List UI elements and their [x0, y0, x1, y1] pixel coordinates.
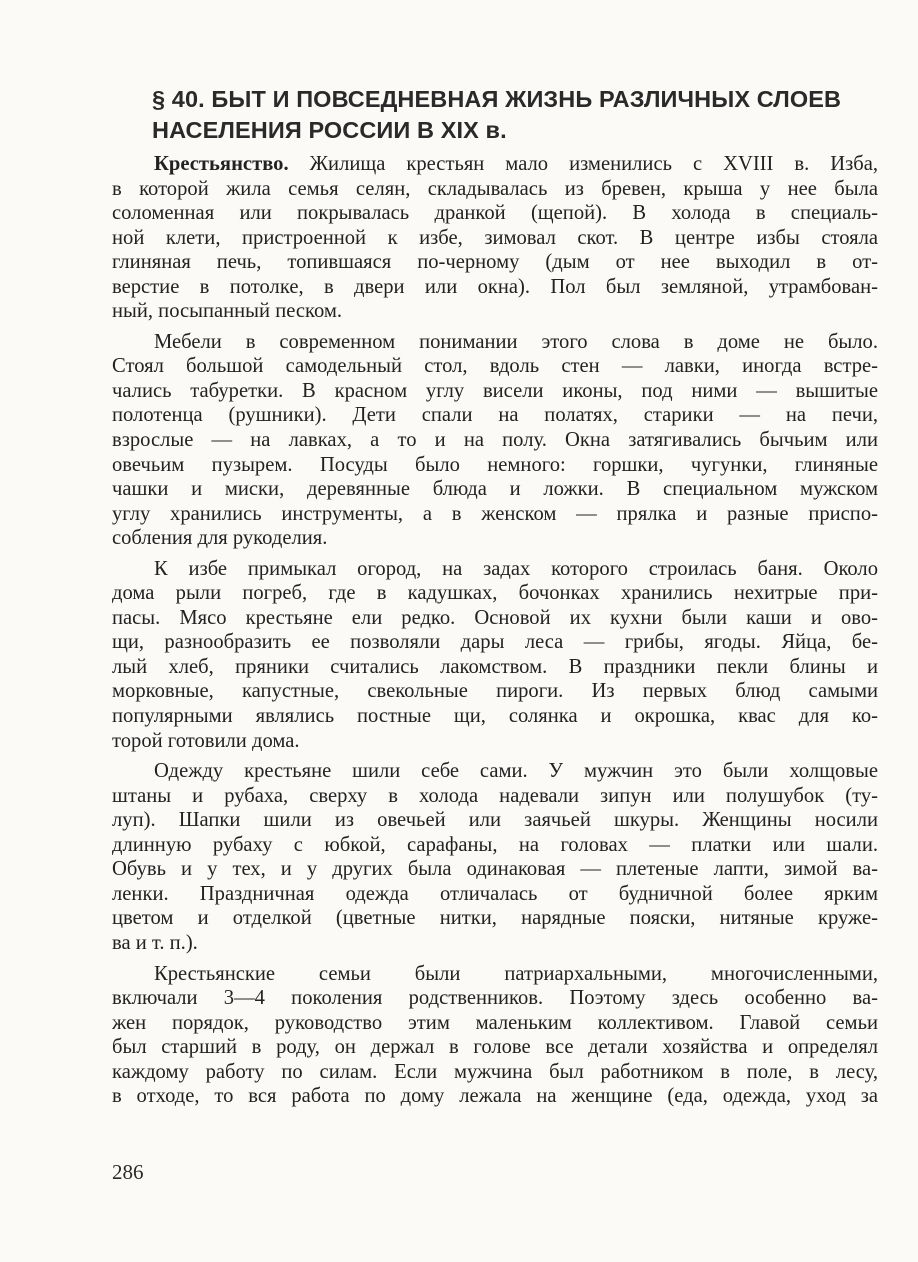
text-line: включали 3—4 поколения родственников. Поэтому здесь особенно ва- — [112, 987, 878, 1010]
heading-line: НАСЕЛЕНИЯ РОССИИ В XIX в. — [152, 117, 507, 143]
text-line: собления для рукоделия. — [112, 527, 328, 550]
text-line: чались табуретки. В красном углу висели иконы, под ними — вышитые — [112, 379, 878, 402]
text-line: длинную рубаху с юбкой, сарафаны, на головах — платки или шали. — [112, 833, 878, 856]
text-line: глиняная печь, топившаяся по-черному (дым от нее выходил в от- — [112, 251, 878, 274]
text-line: пасы. Мясо крестьяне ели редко. Основой их кухни были каши и ово- — [112, 606, 878, 629]
text-line: овечьим пузырем. Посуды было немного: горшки, чугунки, глиняные — [112, 453, 878, 476]
text-line: морковные, капустные, свекольные пироги. Из первых блюд самыми — [112, 680, 878, 703]
text-line: Стоял большой самодельный стол, вдоль стен — лавки, иногда встре- — [112, 355, 878, 378]
text-line: чашки и миски, деревянные блюда и ложки. В специальном мужском — [112, 478, 878, 501]
text-line: ленки. Праздничная одежда отличалась от будничной более ярким — [112, 882, 878, 905]
text-line: цветом и отделкой (цветные нитки, нарядные пояски, нитяные круже- — [112, 907, 878, 930]
text-line: популярными являлись постные щи, солянка и окрошка, квас для ко- — [112, 705, 878, 728]
body-text — [112, 152, 878, 1115]
text-line: жен порядок, руководство этим маленьким коллективом. Главой семьи — [112, 1011, 878, 1034]
paragraph — [112, 557, 878, 753]
text-line: в отходе, то вся работа по дому лежала на женщине (еда, одежда, уход за — [112, 1085, 878, 1108]
text-line: лый хлеб, пряники считались лакомством. В праздники пекли блины и — [112, 655, 878, 678]
text-line: Одежду крестьяне шили себе сами. У мужчин это были холщовые — [154, 760, 878, 783]
lead-term: Крестьянство. — [154, 153, 289, 175]
text-line: был старший в роду, он держал в голове все детали хозяйства и определял — [112, 1036, 878, 1059]
paragraph — [112, 962, 878, 1109]
text-line: Обувь и у тех, и у других была одинаковая — плетеные лапти, зимой ва- — [112, 858, 878, 881]
text-line: полотенца (рушники). Дети спали на полатях, старики — на печи, — [112, 404, 878, 427]
paragraph — [112, 759, 878, 955]
text-line: Крестьянские семьи были патриархальными, многочисленными, — [154, 962, 878, 985]
section-heading — [152, 84, 882, 146]
text-line: штаны и рубаха, сверху в холода надевали зипун или полушубок (ту- — [112, 784, 878, 807]
text-line: каждому работу по силам. Если мужчина был работником в поле, в лесу, — [112, 1060, 878, 1083]
text-line: углу хранились инструменты, а в женском — прялка и разные приспо- — [112, 502, 878, 525]
text-line: Крестьянство. Жилища крестьян мало изменились с XVIII в. Изба, — [154, 153, 878, 175]
text-line: К избе примыкал огород, на задах которого строилась баня. Около — [154, 557, 878, 580]
text-line: ва и т. п.). — [112, 931, 198, 954]
text-line: соломенная или покрывалась дранкой (щепой). В холода в специаль- — [112, 202, 878, 225]
page-number: 286 — [112, 1160, 144, 1184]
heading-line: § 40. БЫТ И ПОВСЕДНЕВНАЯ ЖИЗНЬ РАЗЛИЧНЫХ СЛОЕВ — [152, 86, 842, 112]
text-line: дома рыли погреб, где в кадушках, бочонках хранились нехитрые при- — [112, 582, 878, 605]
text-line: ной клети, пристроенной к избе, зимовал скот. В центре избы стояла — [112, 226, 878, 249]
text-line: щи, разнообразить ее позволяли дары леса — грибы, ягоды. Яйца, бе- — [112, 631, 878, 654]
text-line: ный, посыпанный песком. — [112, 300, 343, 323]
text-line: Мебели в современном понимании этого слова в доме не было. — [154, 330, 878, 353]
text-line: взрослые — на лавках, а то и на полу. Окна затягивались бычьим или — [112, 429, 878, 452]
paragraph — [112, 152, 878, 324]
text-line: верстие в потолке, в двери или окна). Пол был земляной, утрамбован- — [112, 275, 878, 298]
paragraph — [112, 330, 878, 551]
text-line: луп). Шапки шили из овечьей или заячьей шкуры. Женщины носили — [112, 809, 878, 832]
text-line: торой готовили дома. — [112, 729, 300, 752]
text-line: в которой жила семья селян, складывалась из бревен, крыша у нее была — [112, 177, 878, 200]
